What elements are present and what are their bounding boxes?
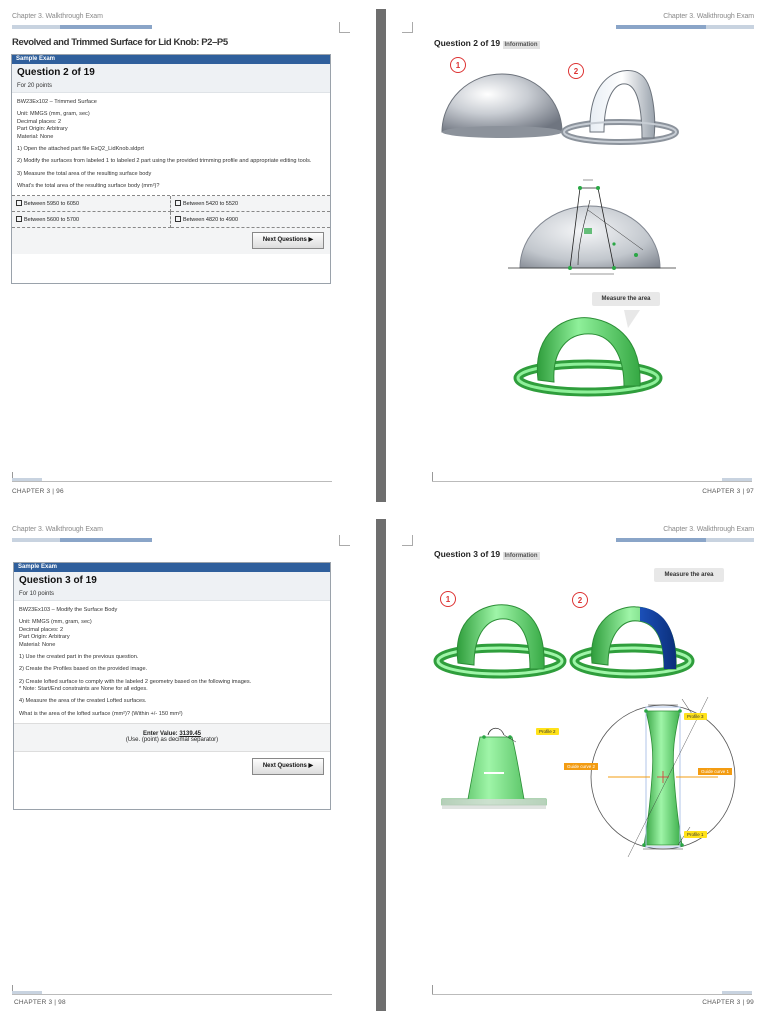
footer-rule xyxy=(12,481,332,482)
label-1-badge: 1 xyxy=(450,57,466,73)
page-number: CHAPTER 3 | 96 xyxy=(12,488,64,495)
question-ask: What's the total area of the resulting surface body (mm²)? xyxy=(17,183,160,189)
answer-options xyxy=(12,195,330,228)
information-tag: Information xyxy=(504,553,538,559)
header-rule-accent xyxy=(60,538,152,542)
sample-exam-bar: Sample Exam xyxy=(14,563,330,572)
page-number: CHAPTER 3 | 98 xyxy=(14,999,66,1006)
measure-area-callout: Measure the area xyxy=(592,292,660,306)
exam-question-panel xyxy=(13,562,331,810)
panel-footer xyxy=(14,751,330,782)
measure-area-callout: Measure the area xyxy=(654,568,724,582)
section-title: Revolved and Trimmed Surface for Lid Knob: P2–P5 xyxy=(12,37,228,48)
page-spine-top xyxy=(376,9,386,502)
answer-option[interactable]: Between 4820 to 4900 xyxy=(171,212,330,228)
question-header xyxy=(12,64,330,93)
panel-footer xyxy=(12,228,330,254)
footer-accent xyxy=(722,478,752,481)
crop-mark xyxy=(402,535,413,546)
checkbox-icon[interactable] xyxy=(175,200,181,206)
step-1: 1) Open the attached part file ExQ2_LidKnob.sldprt xyxy=(17,145,144,152)
question-code: BW23Ex102 – Trimmed Surface xyxy=(17,99,97,105)
decimal-separator-hint: (Use. (point) as decimal separator) xyxy=(125,737,219,744)
guide-curve-2-label: Guide curve 2 xyxy=(564,763,598,770)
page-spine-bottom xyxy=(376,519,386,1011)
label-1-badge: 1 xyxy=(440,591,456,607)
profile-1-label: Profile 1 xyxy=(684,831,707,838)
question-label: Question 2 of 19 Information xyxy=(434,38,538,48)
page-97 xyxy=(388,0,768,505)
crop-mark xyxy=(402,22,413,33)
step-1: 1) Use the created part in the previous question. xyxy=(19,653,139,660)
profile-3-label: Profile 3 xyxy=(684,713,707,720)
page-98 xyxy=(0,517,372,1024)
answer-option[interactable]: Between 5420 to 5520 xyxy=(171,196,330,212)
footer-accent xyxy=(12,478,42,481)
trimming-profile-sketch-image xyxy=(508,180,676,274)
footer-accent xyxy=(722,991,752,994)
checkbox-icon[interactable] xyxy=(16,216,22,222)
unit-line: Unit: MMGS (mm, gram, sec) xyxy=(19,619,92,626)
crop-mark xyxy=(339,535,350,546)
measured-green-surface-image xyxy=(518,318,658,392)
decimals-line: Decimal places: 2 xyxy=(17,118,62,125)
label-2-badge: 2 xyxy=(568,63,584,79)
step-2: 2) Modify the surfaces from labeled 1 to labeled 2 part using the provided trimming profile and appropriate editing tools. xyxy=(17,158,312,165)
arch-with-lofted-surface-image xyxy=(574,607,690,674)
footer-rule xyxy=(12,994,332,995)
answer-option[interactable]: Between 5600 to 5700 xyxy=(12,212,171,228)
page-99 xyxy=(388,517,768,1024)
trimmed-band-silver-image xyxy=(564,71,676,142)
step-2: 2) Create the Profiles based on the provided image. xyxy=(19,666,148,673)
header-rule-accent xyxy=(616,538,706,542)
answer-entry xyxy=(14,723,330,751)
step-4: 4) Measure the area of the created Lofted surfaces. xyxy=(19,698,147,705)
enter-value-field[interactable]: 3139.45 xyxy=(179,731,202,738)
header-rule-accent xyxy=(616,25,706,29)
question-code: BW23Ex103 – Modify the Surface Body xyxy=(19,607,118,613)
question-label: Question 3 of 19 Information xyxy=(434,549,538,559)
origin-line: Part Origin: Arbitrary xyxy=(17,126,68,133)
running-header: Chapter 3. Walkthrough Exam xyxy=(663,13,754,20)
next-questions-button[interactable]: Next Questions ▶ xyxy=(252,232,324,249)
checkbox-icon[interactable] xyxy=(175,216,181,222)
sample-exam-bar: Sample Exam xyxy=(12,55,330,64)
loft-top-view-image xyxy=(591,697,735,857)
checkbox-icon[interactable] xyxy=(16,200,22,206)
exam-question-panel xyxy=(11,54,331,284)
running-header: Chapter 3. Walkthrough Exam xyxy=(12,13,103,20)
question-ask: What is the area of the lofted surface (mm²)? (Within +/- 150 mm²) xyxy=(19,710,183,717)
loft-illustrations xyxy=(428,577,758,857)
page-number: CHAPTER 3 | 97 xyxy=(702,488,754,495)
material-line: Material: None xyxy=(17,133,54,140)
hemisphere-surface-image xyxy=(442,74,562,138)
loft-profile-side-view-image xyxy=(442,728,546,809)
label-2-badge: 2 xyxy=(572,592,588,608)
step-3-note: * Note: Start/End constraints are None for all edges. xyxy=(19,686,148,692)
material-line: Material: None xyxy=(19,641,56,648)
footer-rule xyxy=(432,994,752,995)
step-3: 2) Create lofted surface to comply with the labeled 2 geometry based on the following images. xyxy=(19,678,252,685)
surface-illustrations xyxy=(428,60,748,410)
question-header xyxy=(14,572,330,601)
question-body xyxy=(12,93,330,190)
crop-mark xyxy=(339,22,350,33)
unit-line: Unit: MMGS (mm, gram, sec) xyxy=(17,111,90,118)
next-questions-button[interactable]: Next Questions ▶ xyxy=(252,758,324,775)
enter-value-label: Enter Value: xyxy=(142,731,178,738)
decimals-line: Decimal places: 2 xyxy=(19,626,64,633)
header-rule-accent xyxy=(60,25,152,29)
question-points: For 10 points xyxy=(19,591,55,597)
answer-option[interactable]: Between 5950 to 6050 xyxy=(12,196,171,212)
step-3: 3) Measure the total area of the resulting surface body xyxy=(17,170,152,177)
profile-2-label: Profile 2 xyxy=(536,728,559,735)
green-arch-surface-image xyxy=(438,605,562,674)
question-title: Question 3 of 19 xyxy=(19,575,97,586)
question-points: For 20 points xyxy=(17,83,53,89)
running-header: Chapter 3. Walkthrough Exam xyxy=(12,526,103,533)
page-96 xyxy=(0,0,372,505)
origin-line: Part Origin: Arbitrary xyxy=(19,634,70,641)
question-title: Question 2 of 19 xyxy=(17,67,95,78)
running-header: Chapter 3. Walkthrough Exam xyxy=(663,526,754,533)
page-number: CHAPTER 3 | 99 xyxy=(702,999,754,1006)
guide-curve-1-label: Guide curve 1 xyxy=(698,768,732,775)
footer-rule xyxy=(432,481,752,482)
question-body xyxy=(14,601,330,718)
footer-accent xyxy=(12,991,42,994)
information-tag: Information xyxy=(504,42,538,48)
